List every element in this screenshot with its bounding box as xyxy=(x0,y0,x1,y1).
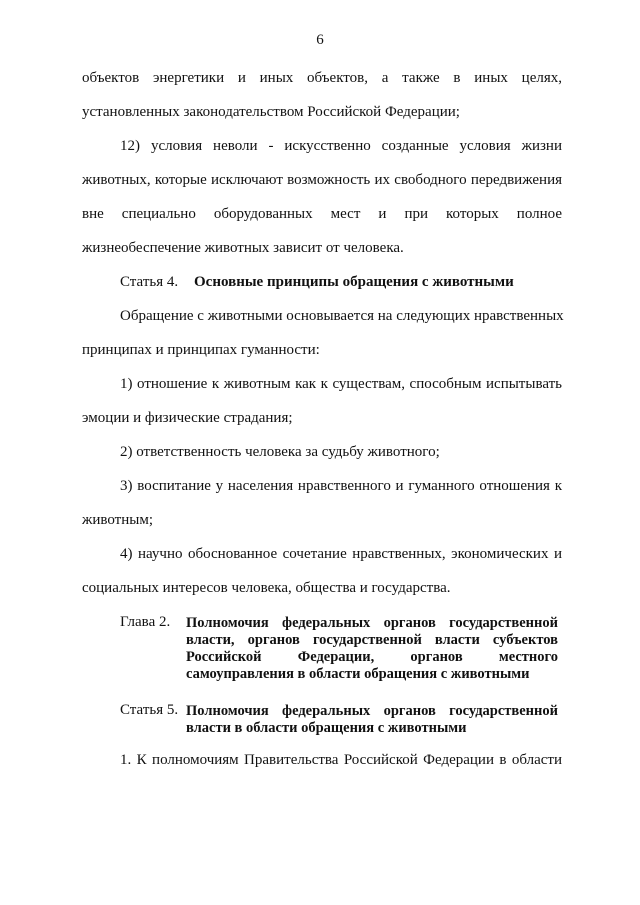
text-line: эмоции и физические страдания; xyxy=(82,410,293,426)
article-5-title xyxy=(186,703,558,737)
article-4-label: Статья 4. xyxy=(120,274,179,290)
article-4-title: Основные принципы обращения с животными xyxy=(194,274,514,290)
text-line: 1) отношение к животным как к существам, способным испытывать xyxy=(120,376,562,392)
chapter-2-title-line: самоуправления в области обращения с животными xyxy=(186,666,530,682)
page-number: 6 xyxy=(316,32,324,48)
text-line: 12) условия неволи - искусственно созданные условия жизни xyxy=(120,138,562,154)
text-line: вне специально оборудованных мест и при которых полное xyxy=(82,206,562,222)
text-line: 2) ответственность человека за судьбу животного; xyxy=(120,444,440,460)
text-line: установленных законодательством Российской Федерации; xyxy=(82,104,460,120)
article-5-title-line: Полномочия федеральных органов государственной xyxy=(186,703,558,719)
article-5-title-line: власти в области обращения с животными xyxy=(186,720,467,736)
text-line: 3) воспитание у населения нравственного и гуманного отношения к xyxy=(120,478,562,494)
chapter-2-title-line: Полномочия федеральных органов государственной xyxy=(186,615,558,631)
text-line: Обращение с животными основывается на следующих нравственных xyxy=(120,308,564,324)
article-5-label: Статья 5. xyxy=(120,702,179,718)
text-line: жизнеобеспечение животных зависит от человека. xyxy=(82,240,404,256)
text-line: 4) научно обоснованное сочетание нравственных, экономических и xyxy=(120,546,562,562)
text-line: социальных интересов человека, общества и государства. xyxy=(82,580,451,596)
text-line: 1. К полномочиям Правительства Российской Федерации в области xyxy=(120,752,562,768)
chapter-2-title xyxy=(186,615,558,683)
text-line: животных, которые исключают возможность их свободного передвижения xyxy=(82,172,562,188)
chapter-2-label: Глава 2. xyxy=(120,614,171,630)
text-line: принципах и принципах гуманности: xyxy=(82,342,320,358)
chapter-2-title-line: власти, органов государственной власти субъектов xyxy=(186,632,558,648)
text-line: объектов энергетики и иных объектов, а также в иных целях, xyxy=(82,70,562,86)
chapter-2-title-line: Российской Федерации, органов местного xyxy=(186,649,558,665)
text-line: животным; xyxy=(82,512,153,528)
